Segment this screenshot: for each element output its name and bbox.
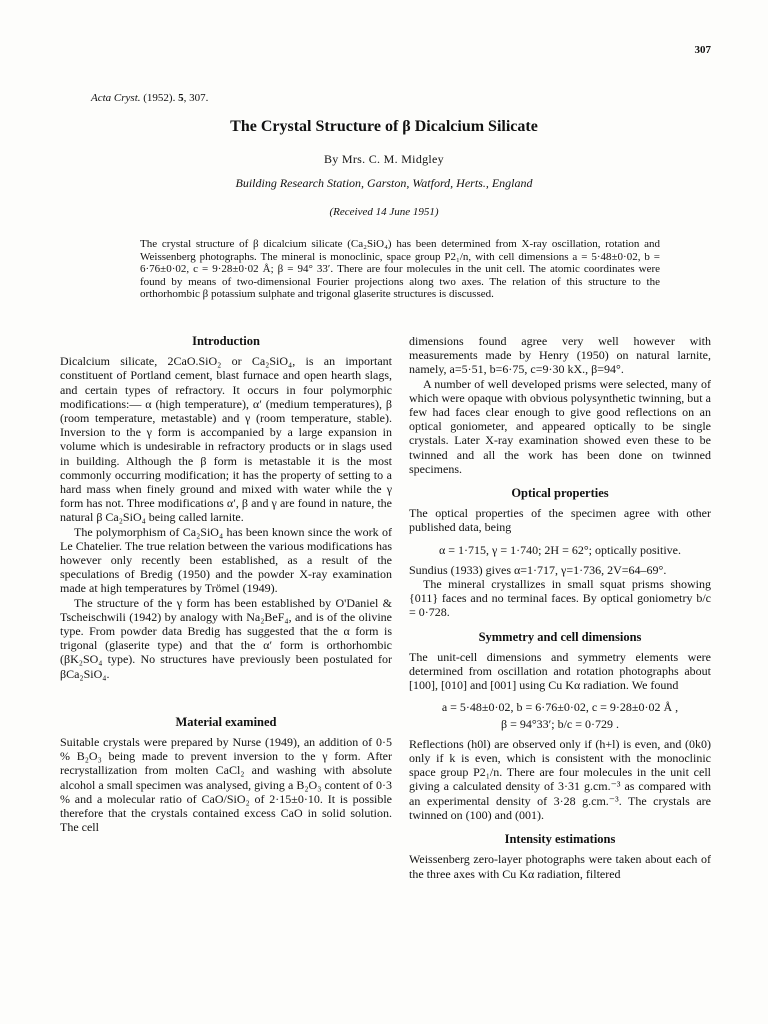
paragraph: dimensions found agree very well however with measurements made by Henry (1950) on natural larnite, namely, a=5·51, b=6·75, c=9·30 kX., β=94°.: [409, 334, 711, 377]
section-heading-symmetry: Symmetry and cell dimensions: [478, 629, 642, 644]
received-date: (Received 14 June 1951): [329, 206, 439, 218]
paragraph: Sundius (1933) gives α=1·717, γ=1·736, 2V=64–69°.: [409, 562, 667, 577]
section-heading-intensity: Intensity estimations: [504, 832, 616, 847]
paragraph: The unit-cell dimensions and symmetry elements were determined from oscillation and rotation photographs about [100], [010] and [001] using Cu Kα radiation. We found: [409, 649, 711, 693]
paragraph: The optical properties of the specimen agree with other published data, being: [409, 506, 711, 535]
paragraph: The polymorphism of Ca₂SiO₄ has been known since the work of Le Chatelier. The true relation between the various modifications has however only recently been established, as a result of the speculations of Bredig (1950) and the powder X-ray examination made at high temperatures by Trömel (1949).: [60, 524, 392, 596]
paragraph: A number of well developed prisms were selected, many of which were opaque with obvious polysynthetic twinning, but a few had faces clear enough to give good reflections on an optical goniometer, and appeared optically to be single crystals. Later X-ray examination showed even these to be twinned and all the work has been done on twinned specimens.: [409, 376, 711, 476]
paragraph: Dicalcium silicate, 2CaO.SiO₂ or Ca₂SiO₄, is an important constituent of Portland cement, blast furnace and open hearth slags, and certain types of refractory. It occurs in four polymorphic modifications:— α (high temperature), α′ (medium temperatures), β (room temperature, metastable) and γ (room temperature, stable). Inversion to the γ form is accompanied by a large expansion in volume which is undesirable in refractory products or in slags used in building. Although the β form is metastable it is the most commonly occurring modification; it has the property of setting to a hard mass when finely ground and mixed with water while the γ form has not. Three modifications α′, β and γ are found in nature, the natural β Ca₂SiO₄ being called larnite.: [60, 354, 392, 525]
abstract: The crystal structure of β dicalcium silicate (Ca₂SiO₄) has been determined from X-ray oscillation, rotation and Weissenberg photographs. The mineral is monoclinic, space group P2₁/n, with cell dimensions a = 5·48±0·02, b = 6·76±0·02, c = 9·28±0·02 Å; β = 94° 33′. There are four molecules in the unit cell. The atomic coordinates were found by means of two-dimensional Fourier projections along two axes. The relation of this structure to the orthorhombic β potassium sulphate and trigonal glaserite structures is discussed.: [140, 238, 660, 301]
equation: β = 94°33′; b/c = 0·729 .: [500, 716, 620, 731]
journal-name: Acta Cryst.: [91, 92, 141, 104]
paragraph: Suitable crystals were prepared by Nurse (1949), an addition of 0·5 % B₂O₃ being made to prevent inversion to the γ form. After recrystallization from molten CaCl₂ and washing with absolute alcohol a small specimen was analysed, giving a B₂O₃ content of 0·3 % and a molecular ratio of CaO/SiO₂ of 2·15±0·10. It is possible therefore that the crystals contained excess CaO in solid solution. The cell: [60, 735, 392, 835]
author-line: By Mrs. C. M. Midgley: [324, 152, 444, 166]
citation-page: , 307.: [183, 92, 209, 104]
citation-year: (1952).: [143, 92, 176, 104]
section-heading-optical: Optical properties: [511, 486, 609, 501]
paper-title: The Crystal Structure of β Dicalcium Silicate: [230, 118, 538, 135]
paragraph: Reflections (h0l) are observed only if (h+l) is even, and (0k0) only if k is even, which is consistent with the monoclinic space group P2₁/n. There are four molecules in the unit cell giving a calculated density of 3·31 g.cm.⁻³ as compared with an experimental density of 3·28 g.cm.⁻³. The crystals are twinned on (100) and (001).: [409, 736, 711, 822]
paragraph: Weissenberg zero-layer photographs were taken about each of the three axes with Cu Kα radiation, filtered: [409, 852, 711, 881]
left-column: [60, 334, 392, 835]
affiliation: Building Research Station, Garston, Watford, Herts., England: [235, 176, 533, 190]
page-number: 307: [694, 44, 711, 56]
section-heading-material: Material examined: [175, 714, 277, 729]
citation-volume: 5: [178, 92, 184, 104]
equation: α = 1·715, γ = 1·740; 2H = 62°; optically positive.: [438, 542, 681, 557]
paragraph: The mineral crystallizes in small squat prisms showing {011} faces and no terminal faces. By optical goniometry b/c = 0·728.: [409, 577, 711, 620]
journal-citation: [91, 92, 208, 104]
paragraph: The structure of the γ form has been established by O'Daniel & Tscheischwili (1942) by analogy with Na₂BeF₄, and is of the olivine type. From powder data Bredig has suggested that the α form is trigonal (glaserite type) and that the α′ form is orthorhombic (βK₂SO₄ type). No structures have previously been postulated for βCa₂SiO₄.: [60, 595, 392, 681]
section-heading-introduction: Introduction: [192, 334, 260, 348]
right-column: [409, 334, 711, 881]
equation: a = 5·48±0·02, b = 6·76±0·02, c = 9·28±0·02 Å ,: [441, 700, 679, 715]
